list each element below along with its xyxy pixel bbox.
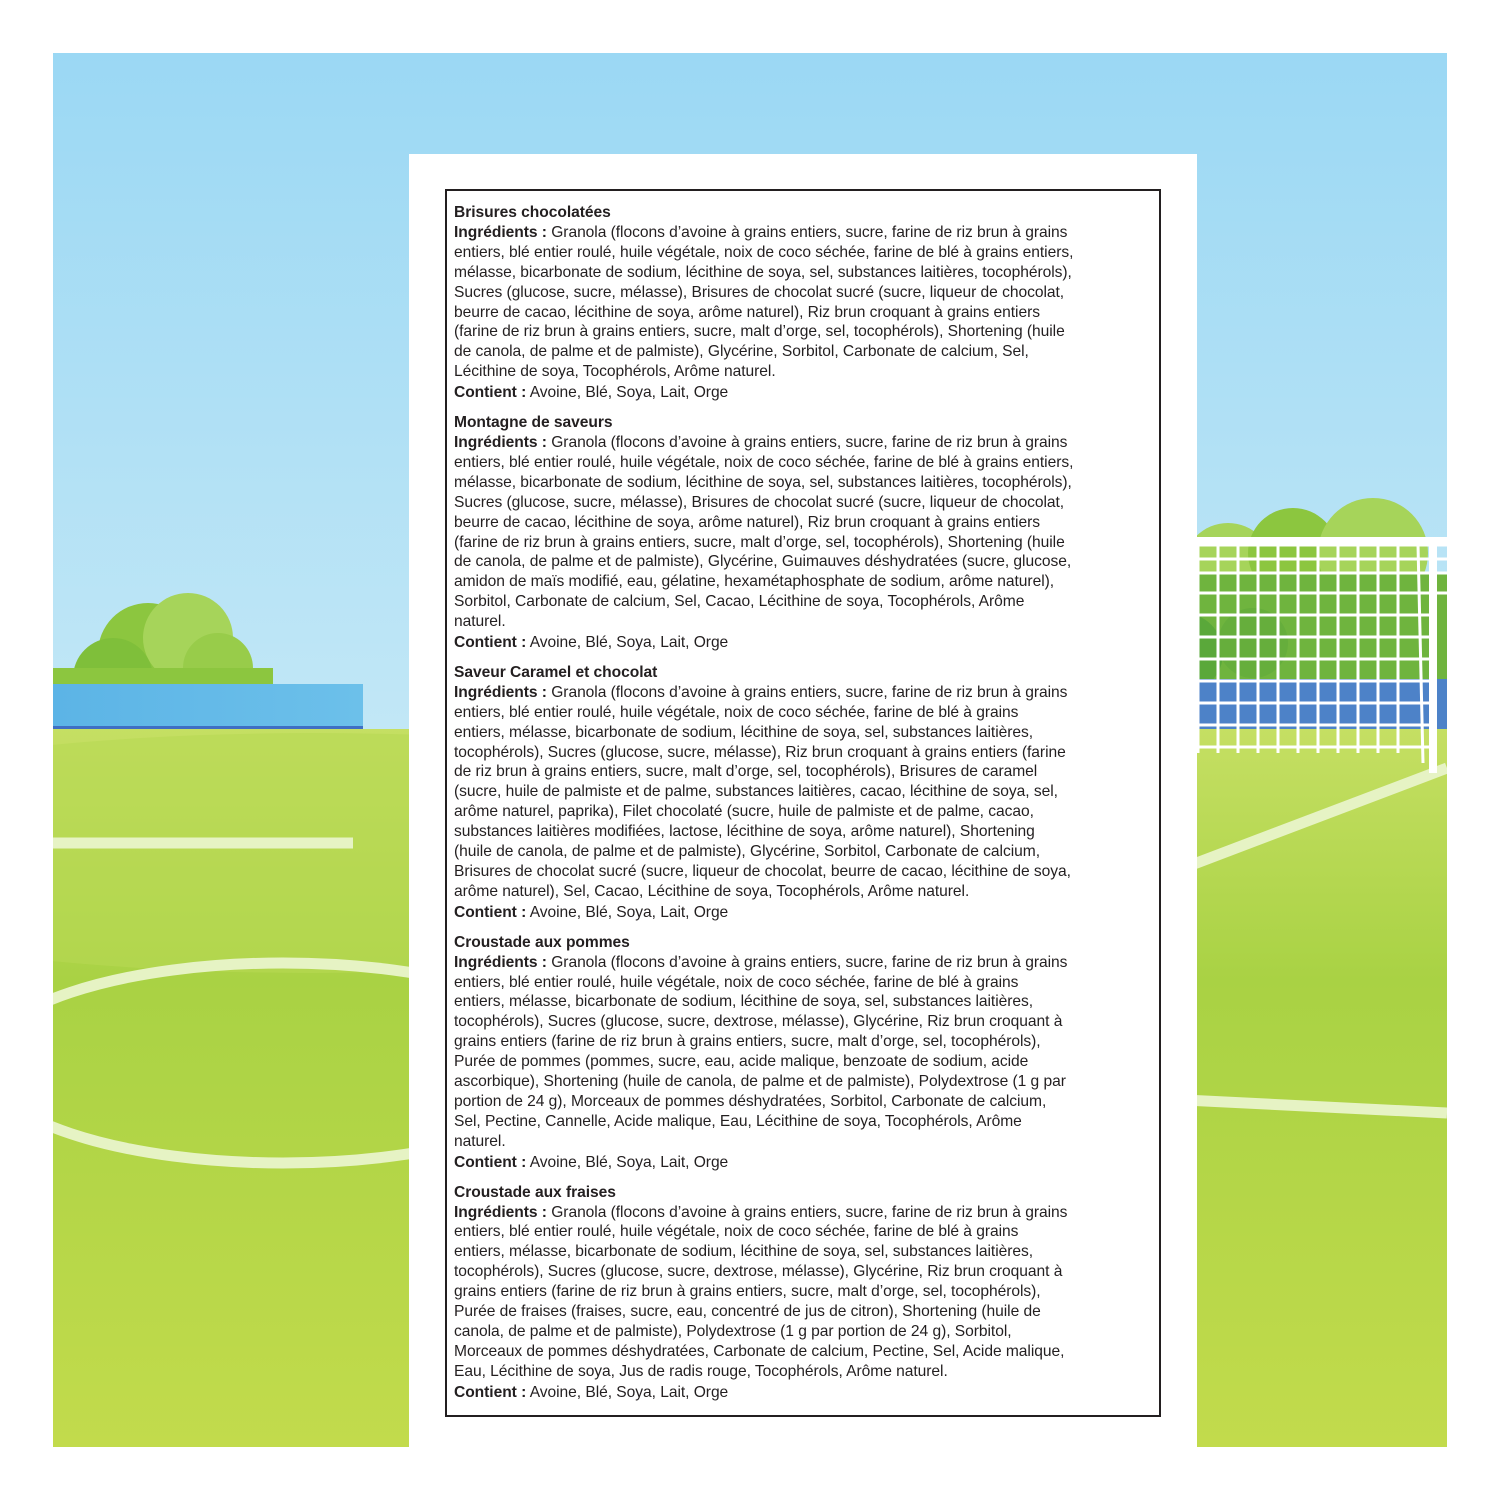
ingredients-line (454, 552, 1153, 572)
ingredients-line (454, 683, 1153, 703)
label-card (409, 154, 1197, 1447)
ingredients-text: mélasse, bicarbonate de sodium, lécithine de soya, sel, substances laitières, tocophérols), (454, 473, 1072, 491)
ingredients-line (454, 433, 1153, 453)
ingredients-text: tocophérols), Sucres (glucose, sucre, dextrose, mélasse), Glycérine, Riz brun croquant à (454, 1013, 1063, 1031)
ingredients-line (454, 1112, 1153, 1132)
ingredients-text: Granola (flocons d’avoine à grains entiers, sucre, farine de riz brun à grains (551, 223, 1068, 241)
contains-line (454, 903, 1153, 923)
ingredients-text: de riz brun à grains entiers, sucre, malt d’orge, sel, tocophérols), Brisures de caramel (454, 763, 1038, 781)
ingredients-line (454, 782, 1153, 802)
ingredients-line (454, 842, 1153, 862)
ingredients-line (454, 303, 1153, 323)
ingredients-text: amidon de maïs modifié, eau, gélatine, hexamétaphosphate de sodium, arôme naturel), (454, 573, 1055, 591)
ingredients-text: Sucres (glucose, sucre, mélasse), Brisures de chocolat sucré (sucre, liqueur de chocolat, (454, 283, 1065, 301)
ingredients-text: Sorbitol, Carbonate de calcium, Sel, Cacao, Lécithine de soya, Tocophérols, Arôme (454, 593, 1025, 611)
contains-line (454, 383, 1153, 403)
ingredients-line (454, 802, 1153, 822)
ingredients-text: grains entiers (farine de riz brun à grains entiers, sucre, malt d’orge, sel, tocophérols), (454, 1283, 1041, 1301)
ingredients-text: de canola, de palme et de palmiste), Glycérine, Sorbitol, Carbonate de calcium, Sel, (454, 343, 1029, 361)
ingredients-line (454, 592, 1153, 612)
ingredients-line (454, 1322, 1153, 1342)
ingredients-text: entiers, blé entier roulé, huile végétale, noix de coco séchée, farine de blé à grains (454, 1223, 1019, 1241)
ingredients-text: (farine de riz brun à grains entiers, sucre, malt d’orge, sel, tocophérols), Shortening (huile (454, 323, 1065, 341)
ingredients-text: naturel. (454, 1132, 506, 1150)
ingredients-text: canola, de palme et de palmiste), Polydextrose (1 g par portion de 24 g), Sorbitol, (454, 1322, 1012, 1340)
ingredients-text: tocophérols), Sucres (glucose, sucre, dextrose, mélasse), Glycérine, Riz brun croquant à (454, 1263, 1063, 1281)
ingredients-text: Purée de pommes (pommes, sucre, eau, acide malique, benzoate de sodium, acide (454, 1053, 1029, 1071)
ingredients-text: entiers, blé entier roulé, huile végétale, noix de coco séchée, farine de blé à grains entiers, (454, 453, 1074, 471)
allergens-text: Avoine, Blé, Soya, Lait, Orge (529, 903, 729, 921)
contains-line (454, 1383, 1153, 1403)
ingredients-text: portion de 24 g), Morceaux de pommes déshydratées, Sorbitol, Carbonate de calcium, (454, 1092, 1047, 1110)
ingredients-line (454, 1132, 1153, 1152)
ingredients-text: Eau, Lécithine de soya, Jus de radis rouge, Tocophérols, Arôme naturel. (454, 1362, 948, 1380)
ingredients-line (454, 263, 1153, 283)
ingredients-line (454, 1012, 1153, 1032)
product-block (454, 413, 1153, 653)
contains-label: Contient : (454, 634, 527, 652)
ingredients-text: (huile de canola, de palme et de palmiste), Glycérine, Sorbitol, Carbonate de calcium, (454, 843, 1040, 861)
left-water (53, 684, 363, 729)
product-name: Montagne de saveurs (454, 414, 613, 432)
ingredients-line (454, 973, 1153, 993)
ingredients-text: (farine de riz brun à grains entiers, sucre, malt d’orge, sel, tocophérols), Shortening (huile (454, 533, 1065, 551)
ingredients-text: naturel. (454, 613, 506, 631)
ingredients-line (454, 1072, 1153, 1092)
ingredients-panel (445, 189, 1161, 1417)
contains-label: Contient : (454, 384, 527, 402)
ingredients-line (454, 862, 1153, 882)
ingredients-line (454, 513, 1153, 533)
product-name: Croustade aux pommes (454, 933, 630, 951)
ingredients-line (454, 243, 1153, 263)
ingredients-text: Granola (flocons d’avoine à grains entiers, sucre, farine de riz brun à grains (551, 683, 1068, 701)
ingredients-label: Ingrédients : (454, 1203, 547, 1221)
contains-label: Contient : (454, 903, 527, 921)
product-block (454, 1183, 1153, 1403)
ingredients-text: entiers, mélasse, bicarbonate de sodium, lécithine de soya, sel, substances laitières, (454, 723, 1034, 741)
ingredients-text: arôme naturel), Sel, Cacao, Lécithine de soya, Tocophérols, Arôme naturel. (454, 882, 970, 900)
ingredients-line (454, 453, 1153, 473)
ingredients-line (454, 822, 1153, 842)
ingredients-text: entiers, mélasse, bicarbonate de sodium, lécithine de soya, sel, substances laitières, (454, 993, 1034, 1011)
ingredients-line (454, 1262, 1153, 1282)
ingredients-line (454, 1032, 1153, 1052)
ingredients-line (454, 1302, 1153, 1322)
ingredients-line (454, 362, 1153, 382)
ingredients-text: Morceaux de pommes déshydratées, Carbonate de calcium, Pectine, Sel, Acide malique, (454, 1342, 1065, 1360)
ingredients-text: entiers, blé entier roulé, huile végétale, noix de coco séchée, farine de blé à grains entiers, (454, 243, 1074, 261)
contains-line (454, 1153, 1153, 1173)
allergens-text: Avoine, Blé, Soya, Lait, Orge (529, 1383, 729, 1401)
ingredients-text: Granola (flocons d’avoine à grains entiers, sucre, farine de riz brun à grains (551, 433, 1068, 451)
product-name: Brisures chocolatées (454, 204, 611, 221)
ingredients-line (454, 1092, 1153, 1112)
ingredients-line (454, 283, 1153, 303)
ingredients-text: (sucre, huile de palmiste et de palme, substances laitières, cacao, lécithine de soya, sel, (454, 783, 1058, 801)
soccer-field-background (53, 53, 1447, 1447)
ingredients-text: Purée de fraises (fraises, sucre, eau, concentré de jus de citron), Shortening (huile de (454, 1303, 1041, 1321)
ingredients-line (454, 882, 1153, 902)
ingredients-text: tocophérols), Sucres (glucose, sucre, mélasse), Riz brun croquant à grains entiers (farine (454, 743, 1066, 761)
ingredients-line (454, 743, 1153, 763)
ingredients-line (454, 992, 1153, 1012)
contains-label: Contient : (454, 1153, 527, 1171)
ingredients-text: grains entiers (farine de riz brun à grains entiers, sucre, malt d’orge, sel, tocophérols), (454, 1033, 1041, 1051)
ingredients-line (454, 1282, 1153, 1302)
ingredients-line (454, 572, 1153, 592)
ingredients-text: ascorbique), Shortening (huile de canola, de palme et de palmiste), Polydextrose (1 g par (454, 1073, 1066, 1091)
ingredients-label: Ingrédients : (454, 223, 547, 241)
ingredients-text: Brisures de chocolat sucré (sucre, liqueur de chocolat, beurre de cacao, lécithine de soya, (454, 863, 1071, 880)
ingredients-text: Sel, Pectine, Cannelle, Acide malique, Eau, Lécithine de soya, Tocophérols, Arôme (454, 1112, 1022, 1130)
ingredients-line (454, 612, 1153, 632)
contains-label: Contient : (454, 1383, 527, 1401)
ingredients-text: Sucres (glucose, sucre, mélasse), Brisures de chocolat sucré (sucre, liqueur de chocolat, (454, 493, 1065, 511)
allergens-text: Avoine, Blé, Soya, Lait, Orge (529, 1153, 729, 1171)
ingredients-line (454, 1052, 1153, 1072)
product-block (454, 663, 1153, 923)
ingredients-line (454, 473, 1153, 493)
ingredients-line (454, 223, 1153, 243)
ingredients-line (454, 322, 1153, 342)
product-name: Croustade aux fraises (454, 1183, 616, 1201)
ingredients-line (454, 1203, 1153, 1223)
product-block (454, 203, 1153, 403)
ingredients-line (454, 533, 1153, 553)
ingredients-line (454, 723, 1153, 743)
ingredients-line (454, 762, 1153, 782)
ingredients-line (454, 953, 1153, 973)
ingredients-text: beurre de cacao, lécithine de soya, arôme naturel), Riz brun croquant à grains entiers (454, 303, 1040, 321)
product-block (454, 933, 1153, 1173)
contains-line (454, 633, 1153, 653)
ingredients-text: beurre de cacao, lécithine de soya, arôme naturel), Riz brun croquant à grains entiers (454, 513, 1040, 531)
ingredients-line (454, 342, 1153, 362)
ingredients-line (454, 1242, 1153, 1262)
ingredients-text: de canola, de palme et de palmiste), Glycérine, Guimauves déshydratées (sucre, glucose, (454, 553, 1072, 571)
ingredients-line (454, 1342, 1153, 1362)
product-name: Saveur Caramel et chocolat (454, 663, 658, 681)
ingredients-label: Ingrédients : (454, 953, 547, 971)
ingredients-text: mélasse, bicarbonate de sodium, lécithine de soya, sel, substances laitières, tocophérols), (454, 263, 1072, 281)
ingredients-line (454, 1222, 1153, 1242)
ingredients-line (454, 703, 1153, 723)
allergens-text: Avoine, Blé, Soya, Lait, Orge (529, 634, 729, 652)
ingredients-text: substances laitières modifiées, lactose, lécithine de soya, arôme naturel), Shortening (454, 823, 1035, 841)
ingredients-text: entiers, blé entier roulé, huile végétale, noix de coco séchée, farine de blé à grains (454, 973, 1019, 991)
ingredients-text: Granola (flocons d’avoine à grains entiers, sucre, farine de riz brun à grains (551, 1203, 1068, 1221)
ingredients-label: Ingrédients : (454, 683, 547, 701)
ingredients-text: arôme naturel, paprika), Filet chocolaté (sucre, huile de palmiste et de palme, cacao, (454, 803, 1034, 821)
allergens-text: Avoine, Blé, Soya, Lait, Orge (529, 384, 729, 402)
ingredients-text: Granola (flocons d’avoine à grains entiers, sucre, farine de riz brun à grains (551, 953, 1068, 971)
ingredients-text: entiers, mélasse, bicarbonate de sodium, lécithine de soya, sel, substances laitières, (454, 1243, 1034, 1261)
ingredients-line (454, 493, 1153, 513)
ingredients-text: entiers, blé entier roulé, huile végétale, noix de coco séchée, farine de blé à grains (454, 703, 1019, 721)
ingredients-line (454, 1362, 1153, 1382)
ingredients-text: Lécithine de soya, Tocophérols, Arôme naturel. (454, 363, 776, 381)
ingredients-label: Ingrédients : (454, 433, 547, 451)
